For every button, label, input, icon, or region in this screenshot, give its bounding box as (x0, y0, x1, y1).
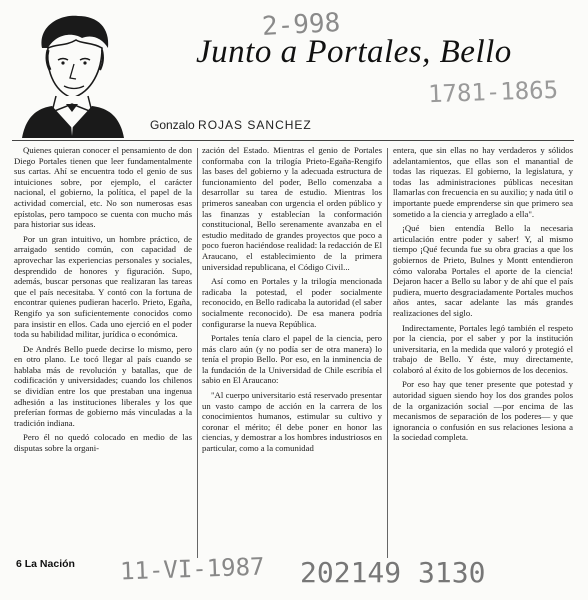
paragraph: entera, que sin ellas no hay verdaderos y sólidos adelantamientos, que ellas son el manantial de todas las riquezas. El gobierno, la legislatura, y todas las administraciones públicas necesitan llamarlas con frecuencia en su auxilio; y nada útil o importante puede emprenderse sin que primero sea sometido a la ciencia y arreglado a ella". (393, 145, 573, 219)
paragraph: Indirectamente, Portales legó también el respeto por la ciencia, por el saber y por la institución universitaria, en la medida que valoró y protegió el trabajo de Bello. Y éste, muy directamente, colaboró al éxito de los gobiernos de los decenios. (393, 322, 573, 375)
paragraph: De Andrés Bello puede decirse lo mismo, pero en otro plano. Le tocó llegar al país cuando se hablaba más de revolución y batallas, que de codificación y universidades; cuando los chilenos se dividían entre los que prestaban una ingenua adhesión a las instituciones liberales y los que preferían formas de gobierno más vinculadas a la tradición indiana. (14, 343, 192, 428)
newspaper-name: La Nación (24, 558, 75, 570)
paragraph: Quienes quieran conocer el pensamiento de don Diego Portales tienen que leer fundamentalmente sus cartas. Ahí se encuentra todo el genio de sus intuiciones sobre, por ejemplo, el carácter nacional, el gobierno, la política, el papel de la actividad comercial, etc. No son numerosas esas epístolas, pero tampoco se cuenta con mucho más para historiar sus ideas. (14, 145, 192, 230)
paragraph: Así como en Portales y la trilogía mencionada radicaba la potestad, el poder socialmente reconocido, en Bello radicaba la autoridad (el saber socialmente reconocido). De esa manera podría configurarse la nueva República. (202, 276, 382, 329)
byline (150, 118, 312, 132)
page-footer (16, 558, 75, 570)
paragraph: Pero él no quedó colocado en medio de las disputas sobre la organi- (14, 432, 192, 454)
paragraph: Portales tenía claro el papel de la ciencia, pero más claro aún (y no podía ser de otra manera) lo tenía el propio Bello. Por eso, en la inminencia de la fundación de la Universidad de Chile escribía el sabio en El Araucano: (202, 333, 382, 386)
column-divider (387, 148, 388, 558)
column-divider (197, 148, 198, 558)
byline-last-name: ROJAS SANCHEZ (198, 118, 312, 132)
paragraph: ¡Qué bien entendía Bello la necesaria articulación entre poder y saber! Y, al mismo tiempo ¡Qué fecunda fue su obra gracias a que los gobiernos de Prieto, Bulnes y Montt entendieron cómo valoraba Portales el aporte de la ciencia! Dejaron hacer a Bello su labor y de ahí que el país pudiera, muerto desgraciadamente Portales muchos años antes, sacar adelante las más grandes realizaciones del siglo. (393, 223, 573, 318)
handwritten-date: 11-VI-1987 (119, 552, 265, 586)
article-title: Junto a Portales, Bello (196, 34, 512, 70)
page-number: 6 (16, 558, 22, 570)
handwritten-code: 202149 3130 (300, 556, 486, 589)
handwritten-top-number: 2-998 (261, 7, 342, 43)
article-column-2 (202, 145, 382, 557)
article-column-1 (14, 145, 192, 557)
paragraph: "Al cuerpo universitario está reservado presentar un vasto campo de acción en la carrera de los conocimientos humanos, estimular su cultivo y coronar el mérito; él debe poner en honor las ciencias, y demostrar a los hombres industriosos en particular, como a la comunidad (202, 390, 382, 454)
paragraph: Por un gran intuitivo, un hombre práctico, de arraigado sentido común, con capacidad de aprovechar las experiencias personales y sociales, desprendido de honores y figuración. Supo, además, buscar personas que realizaran las tareas que el país necesitaba. Y contó con la fortuna de encontrar quienes pudieran hacerlo. Prieto, Egaña, Rengifo ya son suficientemente conocidos como para insistir en ellos. Cada uno ejerció en el poder toda su habilidad militar, jurídica o económica. (14, 233, 192, 340)
paragraph: Por eso hay que tener presente que potestad y autoridad siguen siendo hoy los dos grandes polos de la organización social —por encima de las mecanismos de separación de los poderes— y que ignorancia o confusión en sus relaciones lesiona a la sociedad completa. (393, 379, 573, 443)
byline-first-name: Gonzalo (150, 118, 195, 132)
article-column-3 (393, 145, 573, 557)
paragraph: zación del Estado. Mientras el genio de Portales conformaba con la trilogía Prieto-Egaña-Rengifo las bases del gobierno y la adecuada estructura de funcionamiento del poder, Bello comenzaba a desarrollar su tarea de estudio. Mientras los primeros saneaban con urgencia el orden público y las finanzas y establecían la conformación constitucional, Bello serenamente avanzaba en el estudio meditado de grandes proyectos que poco a poco fueron haciéndose realidad: la redacción de El Araucano, el establecimiento de la primera universidad republicana, el Código Civil... (202, 145, 382, 272)
header-rule (12, 140, 574, 141)
portrait-illustration (12, 8, 134, 138)
handwritten-years: 1781-1865 (427, 75, 559, 109)
